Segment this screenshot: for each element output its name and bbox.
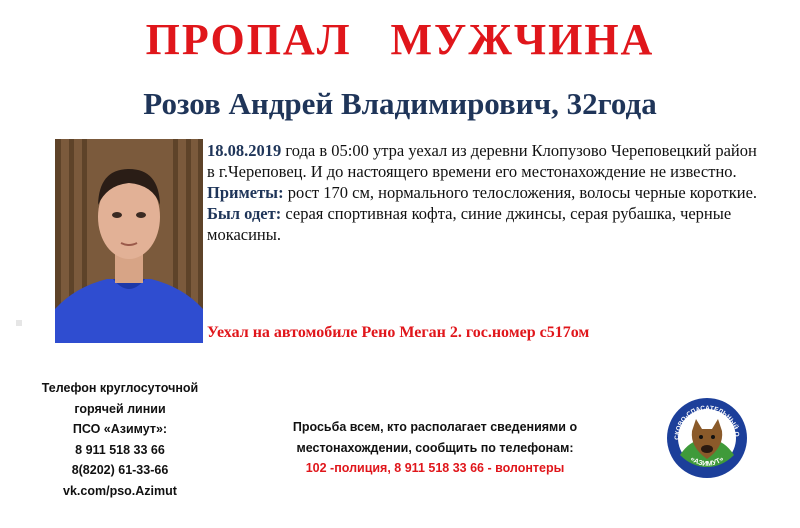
azimut-logo [666,397,748,479]
description-block [207,140,767,245]
poster-headline: ПРОПАЛ МУЖЧИНА [145,15,655,64]
disappearance-story: года в 05:00 утра уехал из деревни Клопузово Череповецкий район в г.Череповец. И до настоящего времени его местонахождение не известно. [207,141,757,181]
appeal-block [260,417,610,479]
hotline-phone2: 8(8202) 61-33-66 [71,463,169,477]
hotline-link: vk.com/pso.Azimut [63,483,177,498]
signs-text: рост 170 см, нормального телосложения, волосы черные короткие. [283,183,758,202]
logo-top-text: СКОВО-СПАСАТЕЛЬНЫЙ О [673,404,741,440]
signs-paragraph [207,182,767,203]
appeal-phones: 102 -полиция, 8 911 518 33 66 - волонтеры [305,461,565,475]
edge-marker [16,320,22,326]
hotline-block [10,378,230,501]
missing-person-photo [55,139,203,343]
missing-person-name: Розов Андрей Владимирович, 32года [143,86,657,121]
appeal-line2: местонахождении, сообщить по телефонам: [296,440,574,455]
hotline-phone1: 8 911 518 33 66 [75,442,165,457]
disappearance-paragraph [207,140,767,182]
disappearance-date: 18.08.2019 [207,141,282,160]
clothes-label: Был одет: [207,204,282,223]
hotline-line1: Телефон круглосуточной [41,381,199,395]
hotline-org: ПСО «Азимут»: [72,422,168,436]
appeal-line1: Просьба всем, кто располагает сведениями о [292,420,578,434]
clothes-paragraph [207,203,767,245]
clothes-text: серая спортивная кофта, синие джинсы, серая рубашка, черные мокасины. [207,204,732,244]
car-notice: Уехал на автомобиле Рено Меган 2. гос.номер с517ом [207,324,590,341]
hotline-line2: горячей линии [74,401,166,416]
signs-label: Приметы: [207,183,284,202]
logo-bottom-text: «АЗИМУТ» [688,455,726,469]
